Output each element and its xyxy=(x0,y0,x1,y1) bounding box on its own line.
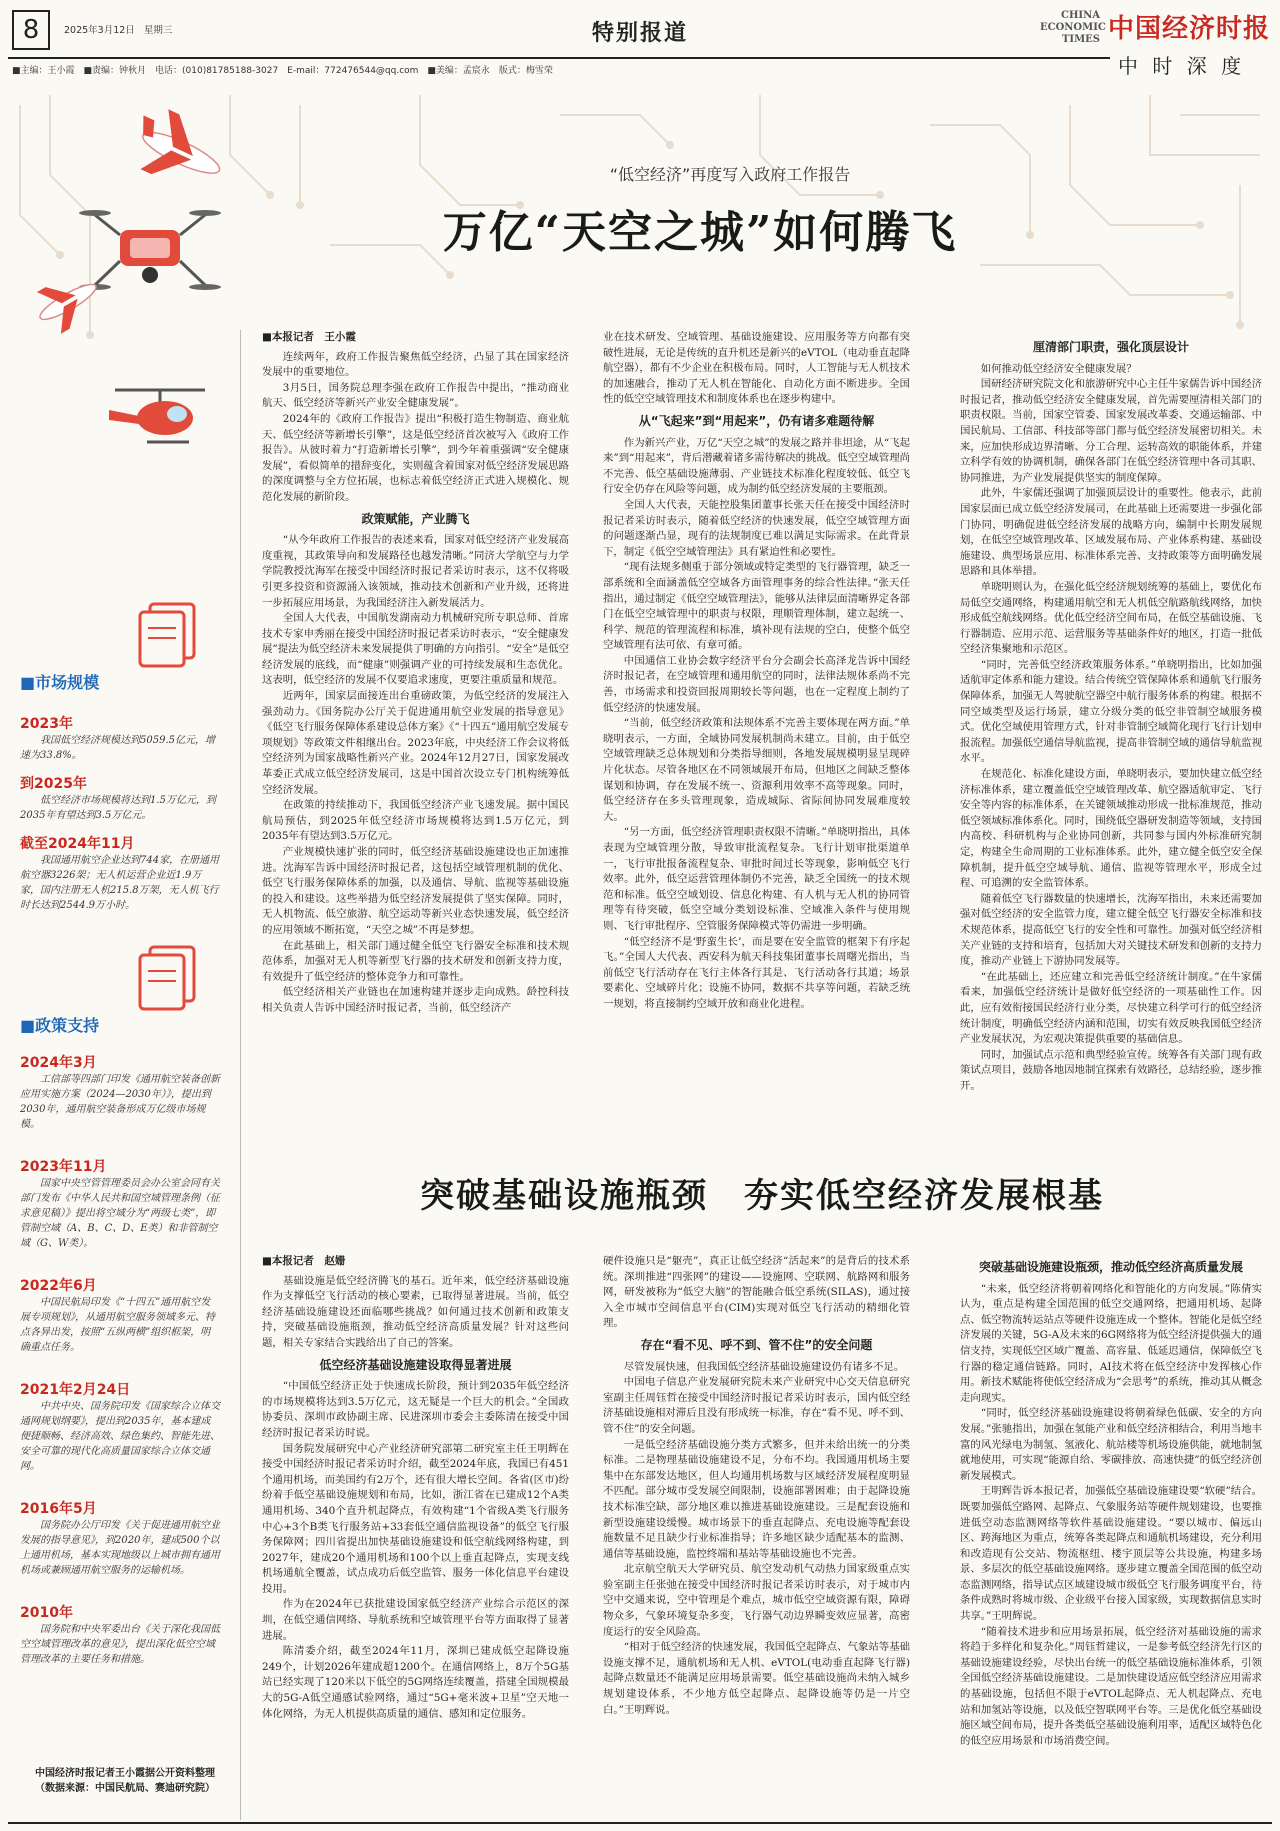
paragraph: “未来，低空经济将朝着网络化和智能化的方向发展。”陈倩实认为，重点是构建全国范围的低空交通网络，把通用机场、起降点、低空物流转运站点等硬件设施连成一个整体。智能化是低空经济发展的关键，5G-A及未来的6G网络将为低空经济提供强大的通信支持，实现低空区域广覆盖、高容量、低延迟通信，保障低空飞行器的稳定通信链路。同时，AI技术将在低空经济中发挥核心作用。新技术赋能将使低空经济成为“会思考”的系统，推动其从概念走向现实。 xyxy=(960,1282,1262,1404)
paragraph: 王明辉告诉本报记者，加强低空基础设施建设要“软硬”结合。既要加强低空路网、起降点、气象服务站等硬件规划建设，也要推进低空动态监测网络等软件基础设施建设。“要以城市、偏远山区、跨海地区为重点，统筹各类起降点和通航机场建设，充分利用和改造现有公交站、物流枢纽、楼宇顶层等公共设施，构建多场景、多层次的低空基础设施网络。逐步建立覆盖全国范围的低空动态监测网络，指导试点区域建设城市级低空飞行服务调度平台，待条件成熟时将城市级、企业级平台接入国家级，实现数据信息实时共享。”王明辉说。 xyxy=(960,1485,1262,1623)
small-plane-icon xyxy=(28,265,107,339)
article1-col3 xyxy=(960,334,1262,1122)
paragraph: 单晓明则认为，在强化低空经济规划统筹的基础上，要优化布局低空交通网络，构建通用航空和无人机低空航路航线网络，加快形成低空航线网络。优化低空经济空间布局，在低空基础设施、飞行器制造、应用示范、运营服务等基础条件好的地区，打造一批低空经济集聚地和示范区。 xyxy=(960,580,1262,656)
section-title: 特别报道 xyxy=(591,21,688,46)
helicopter-icon xyxy=(109,390,205,442)
policy-item: 2010年 国务院和中央军委出台《关于深化我国低空空域管理改革的意见》，提出深化低空空域管理改革的主要任务和措施。 xyxy=(20,1605,220,1665)
article2-col3 xyxy=(960,1254,1262,1814)
market-item: 2023年 我国低空经济规模达到5059.5亿元，增速为33.8%。 xyxy=(20,716,215,761)
paragraph: “从今年政府工作报告的表述来看，国家对低空经济产业发展高度重视，其政策导向和发展路径也越发清晰。”同济大学航空与力学学院教授沈海军在接受中国经济时报记者采访时表示，这不仅将吸引更多投资和资源涌入该领域，推动技术创新和产业升级，还将进一步拓展应用场景，为我国经济注入新发展活力。 xyxy=(262,534,569,609)
article1-kicker: “低空经济”再度写入政府工作报告 xyxy=(609,165,851,184)
section-subheading: 从“飞起来”到“用起来”，仍有诸多难题待解 xyxy=(638,413,875,428)
paragraph: 3月5日，国务院总理李强在政府工作报告中提出，“推动商业航天、低空经济等新兴产业安全健康发展”。 xyxy=(262,381,569,410)
paragraph: 此外，牛家儒还强调了加强顶层设计的重要性。他表示，此前国家层面已成立低空经济发展司，在此基础上还需要进一步强化部门协同，明确促进低空经济发展的战略方向，编制中长期发展规划，在低空空域管理改革、区域发展布局、产业体系构建、基础设施建设、典型场景应用、标准体系完善、支持政策等方面明确发展思路和具体举措。 xyxy=(960,487,1262,578)
paragraph: 中国电子信息产业发展研究院未来产业研究中心交天信息研究室副主任周钰哲在接受中国经济时报记者采访时表示，国内低空经济基础设施相对滞后且没有形成统一标准，存在“看不见、呼不到、管不住”的安全问题。 xyxy=(603,1376,910,1435)
article1-title: 万亿“天空之城”如何腾飞 xyxy=(442,207,958,258)
paragraph: 基础设施是低空经济腾飞的基石。近年来，低空经济基础设施作为支撑低空飞行活动的核心要素，已取得显著进展。当前，低空经济基础设施建设还面临哪些挑战？如何通过技术创新和政策支持，突破基础设施瓶颈，推动低空经济高质量发展？针对这些问题，相关专家结合实践给出了自己的答案。 xyxy=(262,1274,569,1349)
paragraph: 在此基础上，相关部门通过健全低空飞行器安全标准和技术规范体系，加强对无人机等新型飞行器的技术研发和创新支持力度，有效提升了低空经济的整体竞争力和可靠性。 xyxy=(262,939,569,983)
paragraph: 产业规模快速扩张的同时，低空经济基础设施建设也正加速推进。沈海军告诉中国经济时报记者，这包括空域管理机制的优化、低空飞行服务保障体系的加强，以及通信、导航、监视等基础设施的投入和建设。这些举措为低空经济发展提供了坚实保障。同时，无人机物流、低空旅游、航空运动等新兴业态快速发展，低空经济的应用领域不断拓宽，“天空之城”不再是梦想。 xyxy=(262,846,569,936)
market-item: 到2025年 低空经济市场规模将达到1.5万亿元，到2035年有望达到3.5万亿元。 xyxy=(20,776,216,821)
paragraph: 同时，加强试点示范和典型经验宣传。统筹各有关部门现有政策试点项目，鼓励各地因地制宜探索有效路径，总结经验，逐步推开。 xyxy=(960,1048,1262,1092)
paragraph: 国务院发展研究中心产业经济研究部第二研究室主任王明辉在接受中国经济时报记者采访时介绍，截至2024年底，我国已有451个通用机场，而美国约有2万个，还有很大增长空间。各省(区市)纷纷着手低空基础设施规划和布局，比如，浙江省在已建成12个A类通用机场、340个直升机起降点，有效构建“1个省级A类飞行服务中心+3个B类飞行服务站+33套低空通信监视设备”的低空飞行服务保障网；四川省提出加快基础设施建设和低空航线网络构建，到2027年，建成20个通用机场和100个以上垂直起降点，实现支线机场通航全覆盖，试点成功后低空监管、服务一体化信息平台建设投用。 xyxy=(262,1442,569,1595)
paragraph: 在规范化、标准化建设方面，单晓明表示，要加快建立低空经济标准体系，建立覆盖低空空域管理改革、航空器适航审定、飞行安全等内容的标准体系，在关键领域推动形成一批标准规范，推动低空领域标准体系化。同时，围绕低空器研发制造等领域，支持国内高校、科研机构与企业协同创新，共同参与国内外标准研究制定，构建全生命周期的工业标准体系。此外，建立健全低空安全保障机制，提升低空空域导航、通信、监视等管理水平，形成全过程、可追溯的安全监管体系。 xyxy=(960,768,1262,890)
paragraph: 尽管发展快速，但我国低空经济基础设施建设仍有诸多不足。 xyxy=(623,1360,905,1373)
market-heading: ■市场规模 xyxy=(20,673,100,692)
paragraph: “现有法规多侧重于部分领域或特定类型的飞行器管理，缺乏一部系统和全面涵盖低空空域各方面管理事务的综合性法律。”张天任指出，通过制定《低空空域管理法》，能够从法律层面清晰界定各部门在低空空域管理中的职责与权限，理顺管理体制，建立起统一、科学、规范的管理流程和标准，填补现有法规的空白，使整个低空空域管理有法可依、有章可循。 xyxy=(603,561,910,652)
sidebar-credit: 中国经济时报记者王小霞据公开资料整理 （数据来源：中国民航局、赛迪研究院） xyxy=(35,1768,215,1794)
paragraph: “随着技术进步和应用场景拓展，低空经济对基础设施的需求将趋于多样化和复杂化。”周钰哲建议，一是参考低空经济先行区的基础设施建设经验，尽快出台统一的低空基础设施标准体系，引领全国低空经济基础设施建设。二是加快建设适应低空经济应用需求的基础设施，包括但不限于eVTOL起降点、无人机起降点、充电站和加氢站等设施，以及低空智联网平台等。三是优化低空基础设施区域空间布局，提升各类低空基础设施利用率，适配区域特色化的低空应用场景和市场消费空间。 xyxy=(960,1625,1262,1747)
paragraph: 低空经济相关产业链也在加速构建并逐步走向成熟。龄控科技相关负责人告诉中国经济时报记者，当前，低空经济产 xyxy=(262,986,569,1014)
paragraph: 2024年的《政府工作报告》提出“积极打造生物制造、商业航天、低空经济等新增长引擎”，这是低空经济首次被写入《政府工作报告》。从彼时着力“打造新增长引擎”，到今年着重强调“安全健康发展”，看似简单的措辞变化，实则蕴含着国家对低空经济发展思路的深度调整与全方位拓展，也标志着低空经济正式进入规模化、规范化发展的新阶段。 xyxy=(262,412,569,503)
policy-item: 2024年3月 工信部等四部门印发《通用航空装备创新应用实施方案（2024—2030年）》，提出到2030年，通用航空装备形成万亿级市场规模。 xyxy=(20,1055,220,1130)
airplane-icon xyxy=(122,101,233,200)
brand-en: CHINA ECONOMIC TIMES xyxy=(1040,10,1106,45)
paragraph: “相对于低空经济的快速发展，我国低空起降点、气象站等基础设施支撑不足，通航机场和无人机、eVTOL(电动垂直起降飞行器)起降点数量还不能满足应用场景需要。低空基础设施尚未纳入城乡规划建设体系，不少地方低空起降点、起降设施等仍是一片空白。”王明辉说。 xyxy=(603,1641,910,1716)
article2-col2 xyxy=(603,1254,910,1814)
brand-logo: 中国经济时报 xyxy=(1108,14,1271,44)
article2-title: 突破基础设施瓶颈 夯实低空经济发展根基 xyxy=(420,1176,1104,1216)
policy-heading: ■政策支持 xyxy=(20,1016,100,1035)
section-subheading: 政策赋能，产业腾飞 xyxy=(361,511,470,526)
section-subheading: 低空经济基础设施建设取得显著进展 xyxy=(319,1357,512,1372)
paragraph: 全国人大代表，天能控股集团董事长张天任在接受中国经济时报记者采访时表示，随着低空经济的快速发展，低空空域管理方面的问题逐渐凸显，现有的法规制度已难以满足实际需求。在此背景下，制定《低空空域管理法》具有紧迫性和必要性。 xyxy=(603,498,910,558)
header-rule xyxy=(8,57,1110,59)
paragraph: 作为新兴产业，万亿“天空之城”的发展之路并非坦途，从“飞起来”到“用起来”，背后潜藏着诸多需待解决的挑战。低空空域管理尚不完善、低空基础设施薄弱、产业链技术标准化程度较低、低空飞行安全仍存在风险等问题，成为制约低空经济发展的主要瓶颈。 xyxy=(603,436,910,496)
paragraph: 在政策的持续推动下，我国低空经济产业飞速发展。据中国民航局预估，到2025年低空经济市场规模将达到1.5万亿元，到2035年有望达到3.5万亿元。 xyxy=(262,799,569,843)
page-number: 8 xyxy=(12,10,50,50)
paragraph: 随着低空飞行器数量的快速增长，沈海军指出，未来还需要加强对低空经济的安全监管力度，建立健全低空飞行器安全标准和技术规范体系，提高低空飞行的安全性和可靠性。加强对低空经济相关产业链的支持和培育，包括加大对关键技术研发和创新的支持力度，推动产业链上下游协同发展等。 xyxy=(960,892,1262,968)
paragraph: 近两年，国家层面接连出台重磅政策，为低空经济的发展注入强劲动力。《国务院办公厅关于促进通用航空业发展的指导意见》《低空飞行服务保障体系建设总体方案》《“十四五”通用航空发展专项规划》等政策文件相继出台。2023年底，中央经济工作会议将低空经济列为国家战略性新兴产业。2024年12月27日，国家发展改革委正式成立低空经济发展司，这是中国首次设立专门机构统筹低空经济发展。 xyxy=(262,690,569,796)
column-name: 中 时 深 度 xyxy=(1118,54,1246,78)
article2-col1 xyxy=(262,1254,569,1814)
paragraph: 北京航空航天大学研究员、航空发动机气动热力国家级重点实验室副主任张弛在接受中国经济时报记者采访时表示，对于城市内空中交通来说，空中管理是个难点，城市低空空域资源有限，障碍物众多，气象环境复杂多变，飞行器气动边界瞬变效应显著，高密度运行的安全风险高。 xyxy=(603,1563,910,1638)
paragraph: 硬件设施只是“躯壳”，真正让低空经济“活起来”的是背后的技术系统。深圳推进“四张网”的建设——设施网、空联网、航路网和服务网，研发被称为“低空大脑”的智能融合低空系统(SILAS)，通过接入全市城市空间信息平台(CIM)实现对低空飞行活动的精细化管理。 xyxy=(603,1255,910,1330)
paragraph: 国研经济研究院文化和旅游研究中心主任牛家儒告诉中国经济时报记者，推动低空经济安全健康发展，首先需要厘清相关部门的职责权限。当前，国家空管委、国家发展改革委、交通运输部、中国民航局、工信部、科技部等部门都与低空经济发展密切相关。未来，应加快形成边界清晰、分工合理、运转高效的职能体系，并建立科学有效的协调机制，确保各部门在低空经济管理中各司其职、协同推进，为产业发展提供坚实的制度保障。 xyxy=(960,378,1262,484)
section-subheading: 突破基础设施建设瓶颈，推动低空经济高质量发展 xyxy=(978,1260,1243,1274)
policy-icon xyxy=(130,943,220,1013)
paragraph: 业在技术研发、空域管理、基础设施建设、应用服务等方向都有突破性进展，无论是传统的直升机还是新兴的eVTOL（电动垂直起降航空器），都有不少企业在积极布局。同时，人工智能与无人机技术的加速融合，推动了无人机在智能化、自动化方面不断进步。全国性的低空空域管理技术和制度体系也在逐步构建中。 xyxy=(603,331,910,406)
paragraph: “在此基础上，还应建立和完善低空经济统计制度。”在牛家儒看来，加强低空经济统计是做好低空经济的一项基础性工作。因此，应有效衔接国民经济行业分类，尽快建立科学可行的低空经济统计制度，明确低空经济内涵和范围，切实有效反映我国低空经济产业发展状况，为宏观决策提供重要的基础信息。 xyxy=(960,970,1262,1046)
policy-item: 2016年5月 国务院办公厅印发《关于促进通用航空业发展的指导意见》，到2020年，建成500个以上通用机场，基本实现地级以上城市拥有通用机场或兼顾通用航空服务的运输机场。 xyxy=(20,1501,220,1576)
sidebar-divider xyxy=(240,330,241,1820)
helicopter-illustration xyxy=(105,380,215,460)
byline: ■本报记者 王小霞 xyxy=(262,331,356,343)
paragraph: 陈清委介绍，截至2024年11月，深圳已建成低空起降设施249个，计划2026年建成超1200个。在通信网络上，8万个5G基站已经实现了120米以下低空的5G网络连续覆盖，搭建全国规模最大的5G-A低空通感试验网络，通过“5G+毫米波+卫星”空天地一体化网络，为无人机提供高质量的通信、感知和定位服务。 xyxy=(262,1645,569,1720)
policy-item: 2021年2月24日 中共中央、国务院印发《国家综合立体交通网规划纲要》，提出到2035年，基本建成便捷顺畅、经济高效、绿色集约、智能先进、安全可靠的现代化高质量国家综合立体交通网。 xyxy=(20,1382,220,1472)
paragraph: 连续两年，政府工作报告聚焦低空经济，凸显了其在国家经济发展中的重要地位。 xyxy=(262,350,569,379)
paragraph: 全国人大代表，中国航发湖南动力机械研究所专职总师、首席技术专家申秀丽在接受中国经济时报记者采访时表示，“安全健康发展”提法为低空经济未来发展提供了明确的方向指引。“安全”是低空经济发展的底线，而“健康”则强调产业的可持续发展和生态优化。这表明，低空经济的发展不仅要追求速度，更要注重质量和规范。 xyxy=(262,612,569,687)
market-list xyxy=(20,713,220,913)
paragraph: 如何推动低空经济安全健康发展？ xyxy=(980,362,1137,375)
drone-icon xyxy=(79,210,221,290)
section-subheading: 存在“看不见、呼不到、管不住”的安全问题 xyxy=(640,1337,873,1352)
staff-line: ■主编：王小霞 ■责编：钟秋月 电话：(010)81785188-3027 E-mail：772476544@qq.com ■美编：孟宸永 版式：梅雪荣 xyxy=(12,66,553,76)
byline: ■本报记者 赵姗 xyxy=(262,1255,346,1267)
paragraph: “另一方面，低空经济管理职责权限不清晰。”单晓明指出，具体表现为空域管理分散，导致审批流程复杂。飞行计划审批渠道单一，飞行审批报备流程复杂、审批时间过长等现象，影响低空飞行效率。此外，低空运营管理体制仍不完善，缺乏全国统一的技术规范和标准。低空空域划设、信息化构建、有人机与无人机的协同管理等有待突破，低空空域分类划设标准、空域准入条件与使用规则、飞行审批程序、空管服务保障模式等仍需进一步明确。 xyxy=(603,826,910,932)
paragraph: “低空经济不是‘野蛮生长’，而是要在安全监管的框架下有序起飞。”全国人大代表、西安科为航天科技集团董事长周曙光指出，当前低空飞行活动存在飞行主体各行其是、飞行活动各行其道；场景要素化、空域碎片化；设施不协同，数据不共享等问题，若缺乏统一规划，将直接制约空域开放和商业化进程。 xyxy=(603,935,910,1010)
paragraph: “同时，完善低空经济政策服务体系。”单晓明指出，比如加强适航审定体系和能力建设。结合传统空管保障体系和通航飞行服务保障体系，加强无人驾驶航空器空中航行服务体系的构建。根据不同空域类型及运行场景，建立分级分类的低空非管制空域服务模式。优化空域使用管理方式，针对非管制空域简化现行飞行计划申报流程。加强低空通信导航监视，提高非管制空域的通信导航监视水平。 xyxy=(960,658,1262,765)
policy-list xyxy=(20,1052,220,1667)
market-item: 截至2024年11月 我国通用航空企业达到744家，在册通用航空器3226架；无人机运营企业近1.9万家，国内注册无人机215.8万架，无人机飞行时长达到2544.9万小时。 xyxy=(20,836,220,911)
paragraph: 一是低空经济基础设施分类方式繁多，但并未给出统一的分类标准。二是物理基础设施建设不足，分布不均。我国通用机场主要集中在东部发达地区，但人均通用机场数与区域经济发展程度明显不匹配。部分城市受发展空间限制，设施部署困难；由于起降设施技术标准空缺，部分地区难以推进基础设施建设。三是配套设施和新型设施建设缓慢。城市场景下的垂直起降点、充电设施等配套设施数量不足且缺少行业标准指导；许多地区缺少适配基本的监测、通信等基础设施，监控终端和基站等基础设施也不完善。 xyxy=(603,1438,910,1560)
section-subheading: 厘清部门职责，强化顶层设计 xyxy=(1032,340,1189,354)
issue-weekday: 星期三 xyxy=(143,25,173,36)
sidebar xyxy=(20,600,220,1667)
issue-date: 2025年3月12日 xyxy=(64,25,135,36)
paragraph: “中国低空经济正处于快速成长阶段，预计到2035年低空经济的市场规模将达到3.5万亿元，这无疑是一个巨大的机会。”全国政协委员、深圳市政协副主席、民进深圳市委会主委陈清在接受中国经济时报记者采访时说。 xyxy=(262,1380,569,1439)
article1-col1 xyxy=(262,330,569,1122)
paragraph: “当前，低空经济政策和法规体系不完善主要体现在两方面。”单晓明表示，一方面，全域协同发展机制尚未建立。目前，由于低空空域管理缺乏总体规划和分类指导细则，各地发展规模明显呈现碎片化状态。尽管各地区在不同领域展开布局，但地区之间缺乏整体谋划和协调，存在发展不统一、资源利用效率不高等现象。同时，低空经济存在多头管理现象，造成城际、省际间协同发展难度较大。 xyxy=(603,717,910,823)
policy-item: 2022年6月 中国民航局印发《“十四五”通用航空发展专项规划》，从通用航空服务领域多元、特点各异出发，按照“五纵两横”组织框架，明确重点任务。 xyxy=(20,1278,215,1353)
policy-item: 2023年11月 国家中央空管管理委员会办公室会同有关部门发布《中华人民共和国空域管理条例（征求意见稿）》提出将空域分为“两级七类”，即管制空域（A、B、C、D、E类）和非管制空域（G、W类）。 xyxy=(20,1159,220,1249)
paragraph: 中国通信工业协会数字经济平台分会副会长高泽龙告诉中国经济时报记者，在空域管理和通用航空的同时，法律法规体系尚不完善，市场需求和投资回报周期较长等问题，也在一定程度上制约了低空经济的快速发展。 xyxy=(603,654,910,714)
paragraph: “同时，低空经济基础设施建设将朝着绿色低碳、安全的方向发展。”张驰指出，加强在氢能产业和低空经济相结合，利用当地丰富的风光绿电为制氢、氢液化、航站楼等机场设施供能，就地制氢就地使用，可实现“能源自给、零碳排放、高速快捷”的低空经济创新发展模式。 xyxy=(960,1407,1262,1482)
paragraph: 作为在2024年已获批建设国家低空经济产业综合示范区的深圳，在低空通信网络、导航系统和空域管理平台等方面取得了显著进展。 xyxy=(262,1598,569,1642)
article1-col2 xyxy=(603,330,910,1122)
market-icon xyxy=(130,600,220,670)
bottom-rule xyxy=(8,1822,1272,1824)
masthead xyxy=(0,0,1280,84)
